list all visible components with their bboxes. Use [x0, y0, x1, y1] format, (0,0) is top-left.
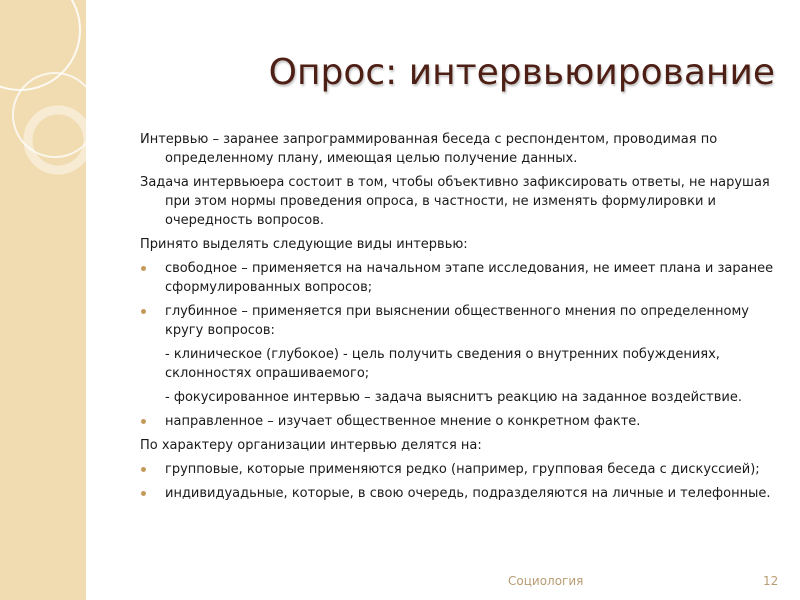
decorative-circles — [0, 0, 140, 260]
paragraph-definition: Интервью – заранее запрограммированная беседа с респондентом, проводимая по определенному плану, имеющая целью получение данных. — [140, 132, 718, 166]
bullet-text: направленное – изучает общественное мнение о конкретном факте. — [165, 414, 641, 429]
bullet-text: глубинное – применяется при выяснении общественного мнения по определенному кругу вопросов: — [165, 304, 749, 338]
bullet-item — [140, 412, 780, 431]
sub-item: - фокусированное интервью – задача выяснитъ реакцию на заданное воздействие. — [165, 390, 742, 405]
bullet-icon — [141, 491, 146, 496]
paragraph-organization-intro: По характеру организации интервью делятся на: — [140, 438, 482, 453]
footer-label: Социология — [508, 574, 584, 588]
bullet-icon — [141, 419, 146, 424]
bullet-icon — [141, 266, 146, 271]
bullet-item — [140, 259, 780, 297]
bullet-item — [140, 460, 780, 479]
slide-title: Опрос: интервьюирование — [268, 52, 775, 93]
sub-item: - клиническое (глубокое) - цель получить сведения о внутренних побуждениях, склонностях опрашиваемого; — [165, 347, 720, 381]
bullet-icon — [141, 309, 146, 314]
decorative-side-band — [0, 0, 86, 600]
bullet-text: индивидуадьные, которые, в свою очередь, подразделяются на личные и телефонные. — [165, 486, 771, 501]
paragraph-types-intro: Принято выделять следующие виды интервью: — [140, 237, 468, 252]
bullet-item — [140, 302, 780, 340]
bullet-icon — [141, 467, 146, 472]
page-number: 12 — [763, 574, 779, 588]
paragraph-task: Задача интервьюера состоит в том, чтобы объективно зафиксировать ответы, не нарушая при этом нормы проведения опроса, в частности, не изменять формулировки и очередность вопросов. — [140, 175, 770, 228]
bullet-item — [140, 484, 780, 503]
bullet-text: групповые, которые применяются редко (например, групповая беседа с дискуссией); — [165, 462, 760, 477]
bullet-text: свободное – применяется на начальном этапе исследования, не имеет плана и заранее сформулированных вопросов; — [165, 261, 774, 295]
slide-content — [140, 130, 780, 508]
